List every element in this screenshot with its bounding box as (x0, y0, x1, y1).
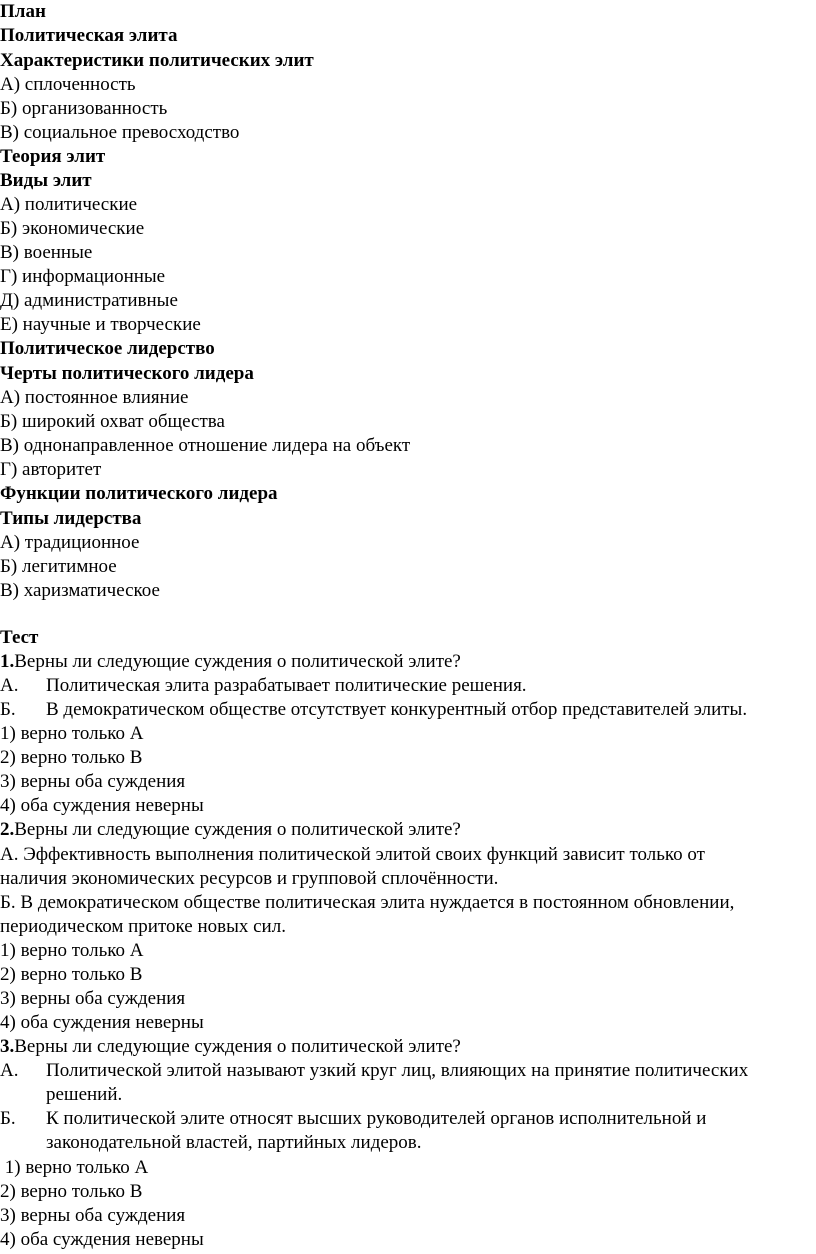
list-item: В) однонаправленное отношение лидера на объект (0, 435, 411, 456)
question-number: 2. (0, 819, 15, 840)
list-item: Д) административные (0, 290, 178, 311)
list-item: Б) организованность (0, 98, 168, 119)
statement-a (0, 1060, 816, 1106)
statement-text: Политическая элита разрабатывает политические решения. (46, 675, 527, 696)
list-item: Е) научные и творческие (0, 314, 201, 335)
statement-line: А. Эффективность выполнения политической элитой своих функций зависит только от (0, 844, 705, 865)
answer-option: 4) оба суждения неверны (0, 1229, 204, 1250)
question-1 (0, 651, 461, 673)
answer-option: 4) оба суждения неверны (0, 795, 204, 816)
leader-traits-heading: Черты политического лидера (0, 363, 254, 384)
answer-option: 2) верно только В (0, 747, 143, 768)
question-number: 3. (0, 1036, 15, 1057)
statement-text: Политической элитой называют узкий круг лиц, влияющих на принятие политических (46, 1060, 749, 1081)
answer-option: 3) верны оба суждения (0, 771, 186, 792)
statement-text: решений. (46, 1084, 123, 1105)
statement-b (0, 1108, 816, 1154)
answer-option: 3) верны оба суждения (0, 1205, 186, 1226)
statement-text: К политической элите относят высших руководителей органов исполнительной и (46, 1108, 707, 1129)
statement-mark: Б. (0, 699, 16, 720)
leadership-heading: Политическое лидерство (0, 338, 215, 359)
statement-mark: А. (0, 675, 19, 696)
list-item: Б) широкий охват общества (0, 411, 225, 432)
plan-title: План (0, 1, 46, 22)
leadership-types-heading: Типы лидерства (0, 508, 142, 529)
statement-text: законодательной властей, партийных лидеров. (46, 1132, 422, 1153)
answer-option: 2) верно только В (0, 964, 143, 985)
list-item: Б) легитимное (0, 556, 117, 577)
statement-b (0, 699, 816, 721)
statement-a (0, 675, 816, 697)
elite-types-heading: Виды элит (0, 170, 92, 191)
statement-text: В демократическом обществе отсутствует конкурентный отбор представителей элиты. (46, 699, 748, 720)
answer-option: 1) верно только А (0, 1157, 149, 1178)
elite-theory-heading: Теория элит (0, 146, 106, 167)
list-item: В) военные (0, 242, 93, 263)
list-item: А) традиционное (0, 532, 140, 553)
list-item: А) сплоченность (0, 74, 136, 95)
list-item: В) социальное превосходство (0, 122, 240, 143)
answer-option: 1) верно только А (0, 723, 144, 744)
answer-option: 4) оба суждения неверны (0, 1012, 204, 1033)
question-number: 1. (0, 651, 15, 672)
statement-line: Б. В демократическом обществе политическая элита нуждается в постоянном обновлении, (0, 892, 735, 913)
list-item: А) постоянное влияние (0, 387, 189, 408)
question-3 (0, 1036, 461, 1058)
question-text: Верны ли следующие суждения о политической элите? (14, 651, 461, 672)
statement-line: периодическом притоке новых сил. (0, 916, 286, 937)
answer-option: 2) верно только В (0, 1181, 143, 1202)
statement-line: наличия экономических ресурсов и групповой сплочённости. (0, 868, 499, 889)
answer-option: 1) верно только А (0, 940, 144, 961)
test-title: Тест (0, 627, 39, 648)
elite-characteristics-heading: Характеристики политических элит (0, 50, 314, 71)
list-item: А) политические (0, 194, 138, 215)
statement-mark: Б. (0, 1108, 16, 1129)
elite-heading: Политическая элита (0, 25, 178, 46)
answer-option: 3) верны оба суждения (0, 988, 186, 1009)
list-item: Г) авторитет (0, 459, 102, 480)
list-item: В) харизматическое (0, 580, 160, 601)
question-text: Верны ли следующие суждения о политической элите? (14, 819, 461, 840)
statement-mark: А. (0, 1060, 19, 1081)
leader-functions-heading: Функции политического лидера (0, 483, 278, 504)
list-item: Б) экономические (0, 218, 145, 239)
question-2 (0, 819, 461, 841)
list-item: Г) информационные (0, 266, 166, 287)
question-text: Верны ли следующие суждения о политической элите? (14, 1036, 461, 1057)
